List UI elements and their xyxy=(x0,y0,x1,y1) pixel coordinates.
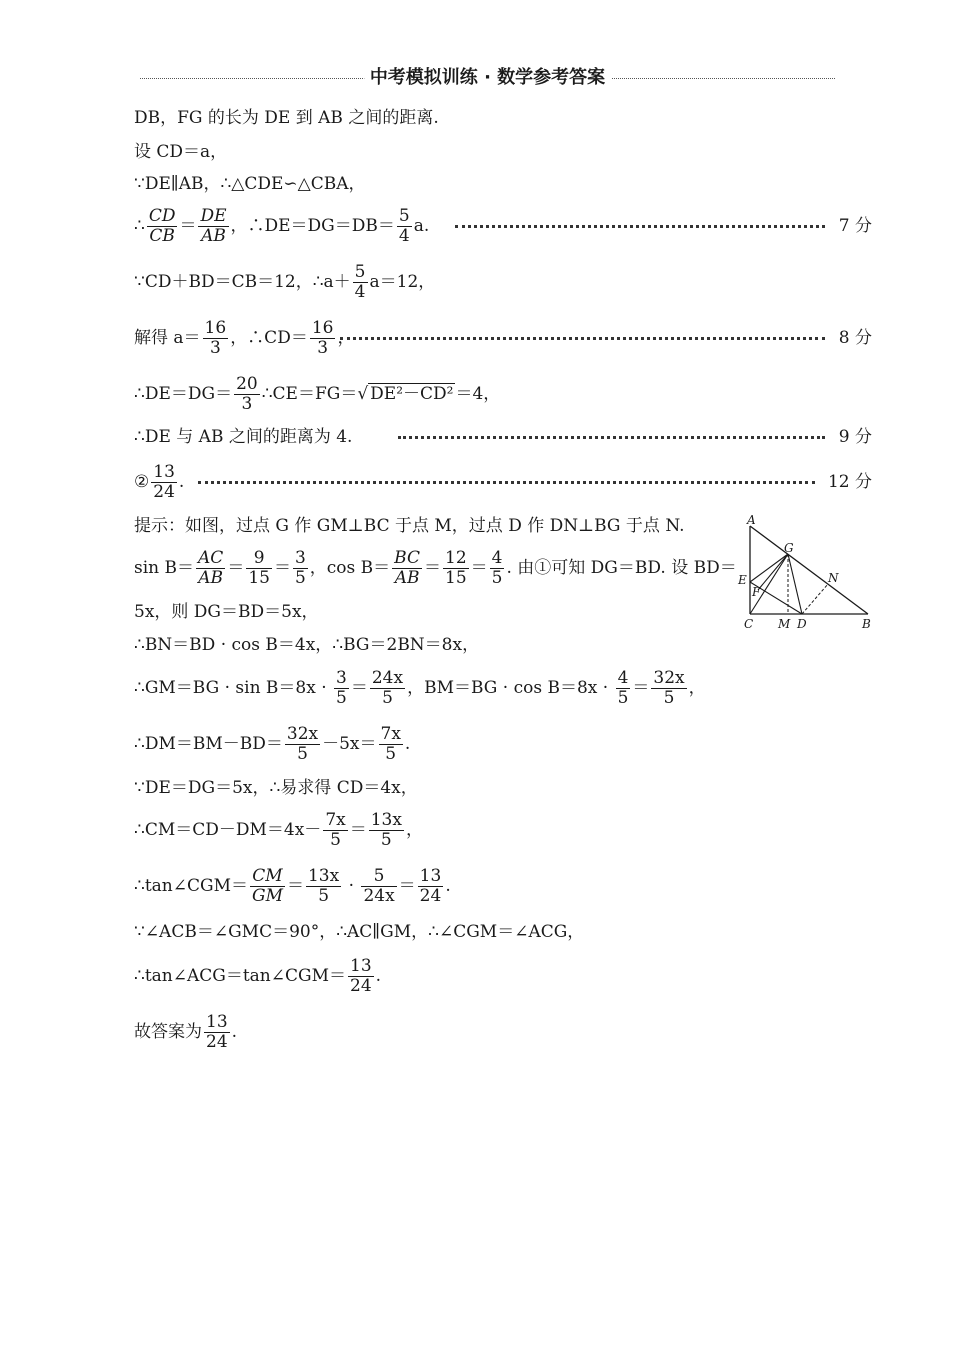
frac-13-24c-num: 13 xyxy=(350,956,372,976)
frac-13-24-den: 24 xyxy=(153,482,175,502)
line-14e: ， xyxy=(688,678,706,698)
frac-32x-5b-num: 32x xyxy=(286,724,319,744)
frac-de-ab-den: AB xyxy=(201,226,226,246)
frac-9-15 xyxy=(246,549,272,588)
line-18e: . xyxy=(445,876,451,896)
frac-13-24c-den: 24 xyxy=(350,976,372,996)
line-21 xyxy=(134,1010,237,1054)
frac-32x-5b xyxy=(285,725,320,764)
score-12: 12 分 xyxy=(827,472,872,492)
frac-20-3 xyxy=(234,375,260,414)
line-14a: ∴GM＝BG · sin B＝8x · xyxy=(134,678,333,698)
frac-13x-5-den: 5 xyxy=(380,830,392,850)
label-e: E xyxy=(738,573,747,587)
frac-5-24x-den: 24x xyxy=(363,886,395,906)
frac-24x-5-num: 24x xyxy=(371,668,404,688)
line-9a: ② xyxy=(134,472,150,492)
line-9b: . xyxy=(178,472,185,492)
line-6b: ，∴CD＝ xyxy=(230,328,308,348)
frac-13-24-num: 13 xyxy=(153,462,175,482)
frac-13x-5-num: 13x xyxy=(370,810,402,830)
dashed-segments xyxy=(788,554,828,614)
frac-32x-5 xyxy=(651,669,686,708)
line-10: 提示：如图，过点 G 作 GM⊥BC 于点 M，过点 D 作 DN⊥BG 于点 N. xyxy=(134,516,685,536)
frac-13-24c xyxy=(348,957,374,996)
line-18b: ＝ xyxy=(286,876,304,896)
line-15a: ∴DM＝BM－BD＝ xyxy=(134,734,283,754)
frac-4-5 xyxy=(490,549,505,588)
segment-gc xyxy=(750,554,788,614)
frac-24x-5-den: 5 xyxy=(382,688,393,708)
line-15b: －5x＝ xyxy=(322,734,377,754)
frac-32x-5b-den: 5 xyxy=(297,744,308,764)
frac-3-5b-num: 3 xyxy=(336,668,347,688)
segment-eg xyxy=(750,554,788,582)
score-9: 9 分 xyxy=(838,427,872,447)
frac-13x-5b xyxy=(306,867,341,906)
line-5 xyxy=(134,260,435,304)
frac-12-15-den: 15 xyxy=(445,568,467,588)
frac-4-5-num: 4 xyxy=(491,548,503,568)
frac-3-5b-den: 5 xyxy=(336,688,347,708)
frac-bc-ab-num: BC xyxy=(394,548,420,568)
line-18a: ∴tan∠CGM＝ xyxy=(134,876,248,896)
line-17c: ， xyxy=(405,820,423,840)
score-7: 7 分 xyxy=(838,216,872,236)
frac-12-15-num: 12 xyxy=(445,548,467,568)
line-18d: ＝ xyxy=(398,876,416,896)
frac-4-5b xyxy=(616,669,631,708)
frac-cd-cb xyxy=(147,207,178,246)
frac-16-3b xyxy=(310,319,336,358)
line-17a: ∴CM＝CD－DM＝4x－ xyxy=(134,820,322,840)
line-13: ∴BN＝BD · cos B＝4x，∴BG＝2BN＝8x， xyxy=(134,635,480,655)
sqrt-expression: DE²－CD² xyxy=(370,384,454,404)
frac-4-5b-num: 4 xyxy=(617,668,629,688)
line-12: 5x，则 DG＝BD＝5x， xyxy=(134,602,319,622)
frac-13-24d xyxy=(204,1013,230,1052)
triangle-abc xyxy=(750,526,868,614)
frac-5-4b-den: 4 xyxy=(354,282,366,302)
segment-gf xyxy=(758,554,788,590)
inner-segments xyxy=(750,554,802,614)
label-n: N xyxy=(828,571,839,585)
frac-ac-ab-num: AC xyxy=(198,548,224,568)
frac-de-ab xyxy=(198,207,228,246)
frac-7x-5b xyxy=(323,811,347,850)
line-17b: ＝ xyxy=(349,820,367,840)
frac-5-24x-num: 5 xyxy=(361,867,396,887)
line-11b: ＝ xyxy=(227,558,245,578)
line-11 xyxy=(134,546,737,590)
frac-13-24b xyxy=(418,867,444,906)
frac-13x-5 xyxy=(369,811,404,850)
frac-ac-ab-den: AB xyxy=(198,568,224,588)
line-14 xyxy=(134,666,706,710)
frac-32x-5-num: 32x xyxy=(653,668,685,688)
line-7d: ＝4， xyxy=(455,384,501,404)
label-d: D xyxy=(797,617,807,631)
frac-16-3 xyxy=(203,319,229,358)
frac-7x-5 xyxy=(379,725,403,764)
frac-5-4-num: 5 xyxy=(398,206,410,226)
frac-13-24b-den: 24 xyxy=(419,886,442,906)
frac-12-15 xyxy=(443,549,469,588)
line-8: ∴DE 与 AB 之间的距离为 4. xyxy=(134,427,353,447)
frac-16-3b-num: 16 xyxy=(311,318,334,338)
line-11c: ＝ xyxy=(273,558,291,578)
line-4c: a. xyxy=(413,216,430,236)
frac-5-24x xyxy=(361,867,396,906)
label-a: A xyxy=(747,513,756,527)
line-15c: . xyxy=(404,734,411,754)
line-15 xyxy=(134,722,410,766)
line-11f: ＝ xyxy=(470,558,488,578)
frac-cm-gm xyxy=(250,867,285,906)
frac-5-4 xyxy=(397,207,412,246)
line-4a: ∴ xyxy=(134,216,145,236)
line-6c: ， xyxy=(337,328,355,348)
line-20b: . xyxy=(375,966,382,986)
frac-cm-gm-den: GM xyxy=(251,886,283,906)
line-20a: ∴tan∠ACG＝tan∠CGM＝ xyxy=(134,966,346,986)
frac-3-5 xyxy=(293,549,308,588)
frac-7x-5b-num: 7x xyxy=(325,810,346,830)
frac-3-5-num: 3 xyxy=(294,548,306,568)
leader-9 xyxy=(398,436,825,439)
label-b: B xyxy=(862,617,871,631)
line-11e: ＝ xyxy=(424,558,441,578)
label-m: M xyxy=(778,617,791,631)
line-17 xyxy=(134,808,423,852)
frac-13x-5b-num: 13x xyxy=(307,866,340,886)
frac-5-4b xyxy=(353,263,368,302)
frac-9-15-num: 9 xyxy=(246,549,272,569)
line-7a: ∴DE＝DG＝ xyxy=(134,384,233,404)
line-7b: ∴CE＝FG＝√ xyxy=(261,384,369,404)
line-21a: 故答案为 xyxy=(134,1022,202,1042)
page-header xyxy=(140,64,835,92)
frac-4-5-den: 5 xyxy=(491,568,503,588)
line-11g: . 由①可知 DG＝BD. 设 BD＝ xyxy=(506,558,737,578)
frac-3-5-den: 5 xyxy=(294,568,306,588)
label-f: F xyxy=(752,585,761,599)
frac-de-ab-num: DE xyxy=(200,206,227,226)
line-18 xyxy=(134,864,451,908)
frac-7x-5-den: 5 xyxy=(385,744,397,764)
line-14d: ＝ xyxy=(632,678,650,698)
label-c: C xyxy=(744,617,754,631)
frac-16-3b-den: 3 xyxy=(317,338,329,358)
frac-13-24d-den: 24 xyxy=(206,1032,228,1052)
leader-12 xyxy=(198,481,815,484)
label-g: G xyxy=(784,541,794,555)
frac-13-24b-num: 13 xyxy=(419,866,442,886)
line-6 xyxy=(134,316,354,360)
frac-20-3-num: 20 xyxy=(236,374,258,394)
line-2: 设 CD＝a， xyxy=(134,142,228,162)
leader-8 xyxy=(340,337,825,340)
frac-cd-cb-den: CB xyxy=(149,226,175,246)
line-9 xyxy=(134,460,184,504)
segment-dn xyxy=(802,584,828,614)
line-14c: ，BM＝BG · cos B＝8x · xyxy=(407,678,614,698)
frac-ac-ab xyxy=(196,549,225,588)
frac-13-24 xyxy=(151,463,177,502)
score-8: 8 分 xyxy=(838,328,872,348)
frac-13x-5b-den: 5 xyxy=(318,886,330,906)
frac-cd-cb-num: CD xyxy=(148,206,176,226)
line-18c: · xyxy=(343,876,360,896)
leader-7 xyxy=(455,225,825,228)
line-21b: . xyxy=(231,1022,238,1042)
line-5b: a＝12， xyxy=(369,272,436,292)
frac-5-4-den: 4 xyxy=(398,226,410,246)
frac-7x-5b-den: 5 xyxy=(330,830,341,850)
frac-32x-5-den: 5 xyxy=(663,688,675,708)
line-19: ∵∠ACB＝∠GMC＝90°，∴AC∥GM，∴∠CGM＝∠ACG， xyxy=(134,922,585,942)
frac-cm-gm-num: CM xyxy=(250,867,285,887)
frac-13-24d-num: 13 xyxy=(206,1012,228,1032)
line-11a: sin B＝ xyxy=(134,558,195,578)
line-7 xyxy=(134,372,500,416)
frac-9-15-den: 15 xyxy=(248,568,270,588)
geometry-diagram xyxy=(734,512,879,634)
frac-5-4b-num: 5 xyxy=(354,262,366,282)
line-14b: ＝ xyxy=(350,678,368,698)
frac-4-5b-den: 5 xyxy=(617,688,629,708)
line-4: ∴ $\frac{CD}{CB}$ ＝ $\frac{DE}{AB}$ ，∴DE＝DG＝DB＝ $\frac{5}{4}$ a. xyxy=(134,206,430,246)
frac-bc-ab-den: AB xyxy=(394,568,420,588)
frac-16-3-num: 16 xyxy=(204,318,227,338)
frac-20-3-den: 3 xyxy=(241,394,253,414)
frac-bc-ab xyxy=(392,549,422,588)
header-title: 中考模拟训练 · 数学参考答案 xyxy=(364,64,611,92)
segment-ab xyxy=(750,526,868,614)
frac-3-5b xyxy=(334,669,349,708)
line-3: ∵DE∥AB，∴△CDE∽△CBA， xyxy=(134,174,366,194)
frac-16-3-den: 3 xyxy=(209,338,221,358)
line-4b: ，∴DE＝DG＝DB＝ xyxy=(230,216,395,236)
line-11d: ，cos B＝ xyxy=(309,558,391,578)
line-20 xyxy=(134,954,381,998)
line-16: ∵DE＝DG＝5x，∴易求得 CD＝4x， xyxy=(134,778,418,798)
line-6a: 解得 a＝ xyxy=(134,328,201,348)
frac-7x-5-num: 7x xyxy=(380,724,401,744)
line-5a: ∵CD＋BD＝CB＝12，∴a＋ xyxy=(134,272,351,292)
frac-24x-5 xyxy=(370,669,405,708)
line-1: DB，FG 的长为 DE 到 AB 之间的距离. xyxy=(134,108,439,128)
